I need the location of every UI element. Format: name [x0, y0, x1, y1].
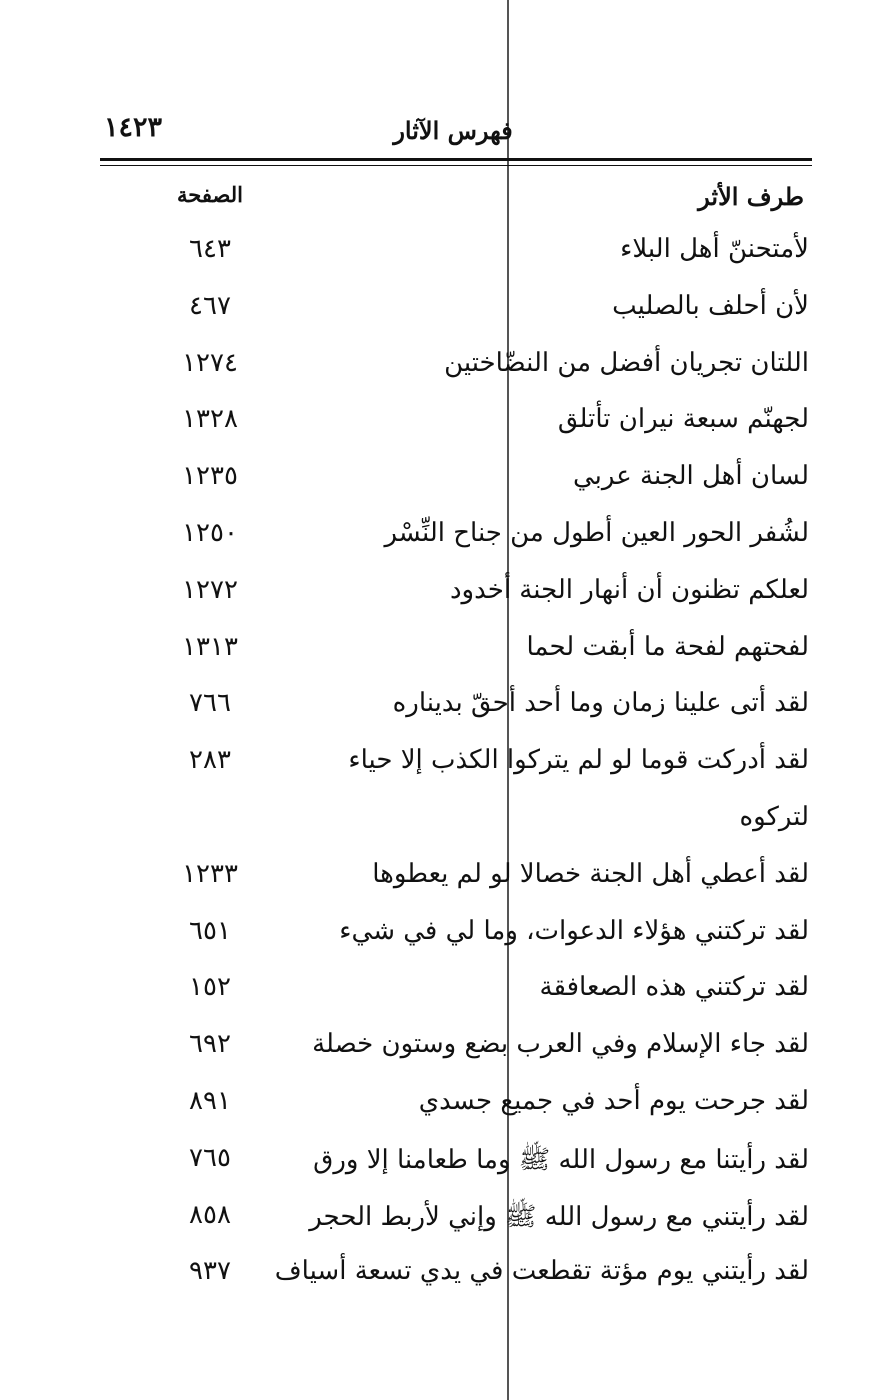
- entry-text: لسان أهل الجنة عربي: [572, 461, 809, 491]
- entry-page-number: ١٢٥٠: [182, 518, 238, 548]
- entry-text: لعلكم تظنون أن أنهار الجنة أخدود: [449, 575, 809, 605]
- entry-page-number: ٨٥٨: [189, 1200, 231, 1230]
- entry-text: اللتان تجريان أفضل من النضّاختين: [444, 348, 809, 378]
- entry-page-number: ٨٩١: [189, 1086, 231, 1116]
- entry-page-number: ٦٤٣: [189, 234, 231, 264]
- entry-page-number: ١٣٢٨: [182, 404, 238, 434]
- header-rule: [100, 158, 812, 161]
- entry-page-number: ٤٦٧: [189, 291, 231, 321]
- entry-page-number: ١٣١٣: [182, 632, 238, 662]
- entry-text: لفحتهم لفحة ما أبقت لحما: [526, 632, 809, 662]
- entry-text: لتركوه: [739, 802, 809, 832]
- entry-page-number: ٦٥١: [189, 916, 231, 946]
- entry-text: لأمتحننّ أهل البلاء: [620, 234, 809, 264]
- header-rule-thin: [100, 165, 812, 166]
- entry-text: لأن أحلف بالصليب: [612, 291, 809, 321]
- entry-page-number: ٩٣٧: [189, 1256, 231, 1286]
- page-title: فهرس الآثار: [393, 116, 513, 145]
- entry-text: لشُفر الحور العين أطول من جناح النِّسْر: [384, 518, 809, 548]
- column-header-page: الصفحة: [177, 182, 243, 207]
- entry-page-number: ٢٨٣: [189, 745, 231, 775]
- entry-page-number: ١٢٧٤: [182, 348, 238, 378]
- column-header-text: طرف الأثر: [698, 182, 804, 211]
- entry-page-number: ١٥٢: [189, 972, 231, 1002]
- entry-text: لقد رأيتني مع رسول الله ﷺ وإني لأربط الحجر: [309, 1202, 809, 1232]
- entry-text: لقد أدركت قوما لو لم يتركوا الكذب إلا حياء: [348, 745, 809, 775]
- entry-page-number: ٦٩٢: [189, 1029, 231, 1059]
- entry-text: لقد رأيتنا مع رسول الله ﷺ وما طعامنا إلا ورق: [313, 1145, 809, 1175]
- entry-page-number: ٧٦٥: [189, 1143, 231, 1173]
- entry-page-number: ١٢٣٥: [182, 461, 238, 491]
- entry-text: لقد أتى علينا زمان وما أحد أحقّ بديناره: [392, 688, 809, 718]
- entry-text: لجهنّم سبعة نيران تأتلق: [557, 404, 809, 434]
- entry-text: لقد أعطي أهل الجنة خصالا لو لم يعطوها: [372, 859, 809, 889]
- entry-text: لقد تركتني هؤلاء الدعوات، وما لي في شيء: [339, 916, 809, 946]
- entry-page-number: ٧٦٦: [189, 688, 231, 718]
- entry-text: لقد رأيتني يوم مؤتة تقطعت في يدي تسعة أسياف: [274, 1256, 809, 1286]
- entry-page-number: ١٢٣٣: [182, 859, 238, 889]
- entry-page-number: ١٢٧٢: [182, 575, 238, 605]
- page-number: ١٤٢٣: [104, 112, 163, 143]
- entry-text: لقد جاء الإسلام وفي العرب بضع وستون خصلة: [312, 1029, 809, 1059]
- entry-text: لقد تركتني هذه الصعافقة: [539, 972, 809, 1002]
- entry-text: لقد جرحت يوم أحد في جميع جسدي: [418, 1086, 809, 1116]
